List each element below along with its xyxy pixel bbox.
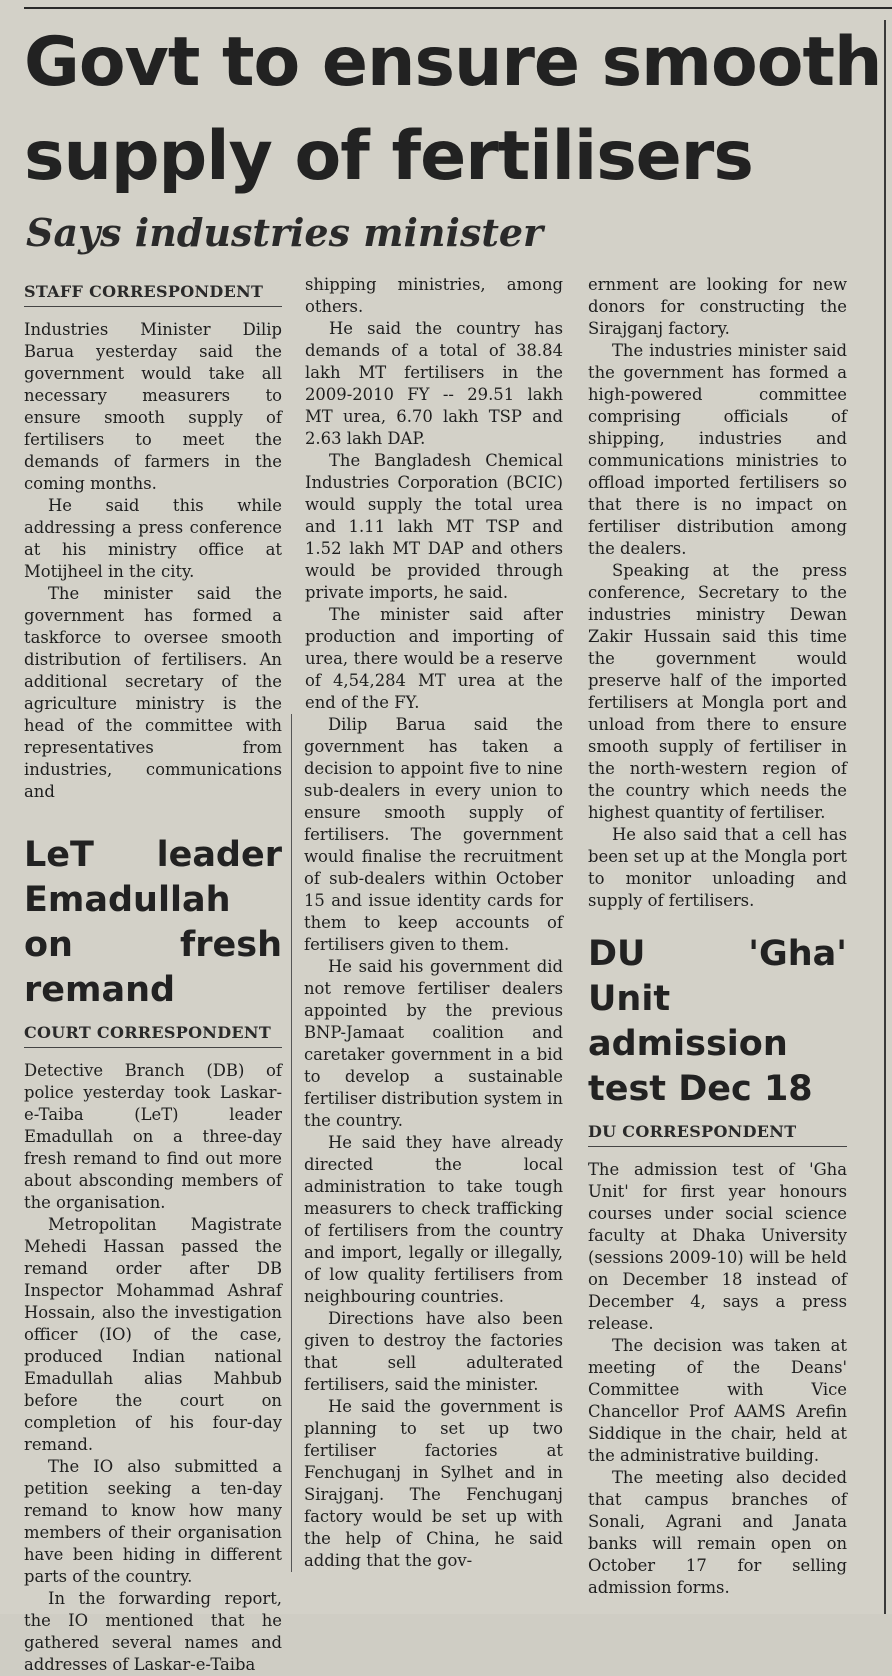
let-paragraph: In the forwarding report, the IO mentioned that he gathered several names and addresses of Laskar-e-Taiba: [24, 1589, 282, 1674]
main-paragraph: ernment are looking for new donors for constructing the Sirajganj factory.: [588, 275, 847, 338]
let-paragraph: Detective Branch (DB) of police yesterday took Laskar-e-Taiba (LeT) leader Emadullah on a three-day fresh remand to find out more about absconding members of the organisation.: [24, 1061, 282, 1212]
main-paragraph: He said the country has demands of a total of 38.84 lakh MT fertilisers in the 2009-2010 FY -- 29.51 lakh MT urea, 6.70 lakh TSP and 2.63 lakh DAP.: [305, 319, 563, 448]
main-byline: STAFF CORRESPONDENT: [24, 282, 282, 307]
column-2: [305, 274, 563, 1572]
let-byline: COURT CORRESPONDENT: [24, 1023, 282, 1048]
let-headline: LeT leader Emadullah on fresh remand: [24, 835, 282, 1010]
let-paragraph: Metropolitan Magistrate Mehedi Hassan passed the remand order after DB Inspector Mohammad Ashraf Hossain, also the investigation officer (IO) of the case, produced Indian national Emadullah alias Mahbub before the court on completion of his four-day remand.: [24, 1215, 282, 1454]
main-paragraph: The minister said the government has formed a taskforce to oversee smooth distribution of fertilisers. An additional secretary of the agriculture ministry is the head of the committee with representatives from industries, communications and: [24, 584, 282, 801]
main-headline: Govt to ensure smooth supply of fertilisers: [24, 23, 882, 196]
main-paragraph: He also said that a cell has been set up at the Mongla port to monitor unloading and supply of fertilisers.: [588, 825, 847, 910]
main-paragraph: shipping ministries, among others.: [305, 275, 563, 316]
du-story: [588, 932, 847, 1599]
main-paragraph: Directions have also been given to destroy the factories that sell adulterated fertilisers, said the minister.: [304, 1309, 563, 1394]
main-paragraph: He said his government did not remove fertiliser dealers appointed by the previous BNP-Jamaat coalition and caretaker government in a bid to develop a sustainable fertiliser distribution system in the country.: [304, 957, 563, 1130]
column-1: [24, 282, 282, 1676]
column-3: [588, 274, 847, 1599]
du-byline: DU CORRESPONDENT: [588, 1122, 847, 1147]
column-2-ruled-section: [291, 714, 563, 1572]
main-paragraph: Speaking at the press conference, Secretary to the industries ministry Dewan Zakir Hussain said this time the government would preserve half of the imported fertilisers at Mongla port and unload from there to ensure smooth supply of fertiliser in the north-western region of the country which needs the highest quantity of fertiliser.: [588, 561, 847, 822]
main-paragraph: The Bangladesh Chemical Industries Corporation (BCIC) would supply the total urea and 1.11 lakh MT TSP and 1.52 lakh MT DAP and others would be provided through private imports, he said.: [305, 451, 563, 602]
du-paragraph: The decision was taken at meeting of the Deans' Committee with Vice Chancellor Prof AAMS Arefin Siddique in the chair, held at the administrative building.: [588, 1336, 847, 1465]
main-paragraph: Industries Minister Dilip Barua yesterday said the government would take all necessary measurers to ensure smooth supply of fertilisers to meet the demands of farmers in the coming months.: [24, 320, 282, 493]
let-story: [24, 833, 282, 1676]
main-paragraph: He said this while addressing a press conference at his ministry office at Motijheel in the city.: [24, 496, 282, 581]
main-paragraph: He said the government is planning to set up two fertiliser factories at Fenchuganj in Sylhet and in Sirajganj. The Fenchuganj factory would be set up with the help of China, he said adding that the gov-: [304, 1397, 563, 1570]
main-paragraph: The industries minister said the government has formed a high-powered committee comprising officials of shipping, industries and communications ministries to offload imported fertilisers so that there is no impact on fertiliser distribution among the dealers.: [588, 341, 847, 558]
main-paragraph: He said they have already directed the local administration to take tough measurers to check trafficking of fertilisers from the country and import, legally or illegally, of low quality fertilisers from neighbouring countries.: [304, 1133, 563, 1306]
top-rule: [24, 7, 892, 9]
let-paragraph: The IO also submitted a petition seeking a ten-day remand to know how many members of their organisation have been hiding in different parts of the country.: [24, 1457, 282, 1586]
main-subhead: Says industries minister: [26, 210, 544, 255]
main-paragraph: The minister said after production and importing of urea, there would be a reserve of 4,54,284 MT urea at the end of the FY.: [305, 605, 563, 712]
du-headline: DU 'Gha' Unit admission test Dec 18: [588, 934, 847, 1109]
du-paragraph: The admission test of 'Gha Unit' for first year honours courses under social science faculty at Dhaka University (sessions 2009-10) will be held on December 18 instead of December 4, says a press release.: [588, 1160, 847, 1333]
du-paragraph: The meeting also decided that campus branches of Sonali, Agrani and Janata banks will remain open on October 17 for selling admission forms.: [588, 1468, 847, 1597]
right-rule: [884, 20, 886, 1614]
main-paragraph: Dilip Barua said the government has taken a decision to appoint five to nine sub-dealers in every union to ensure smooth supply of fertilisers. The government would finalise the recruitment of sub-dealers within October 15 and issue identity cards for them to keep accounts of fertilisers given to them.: [304, 715, 563, 954]
